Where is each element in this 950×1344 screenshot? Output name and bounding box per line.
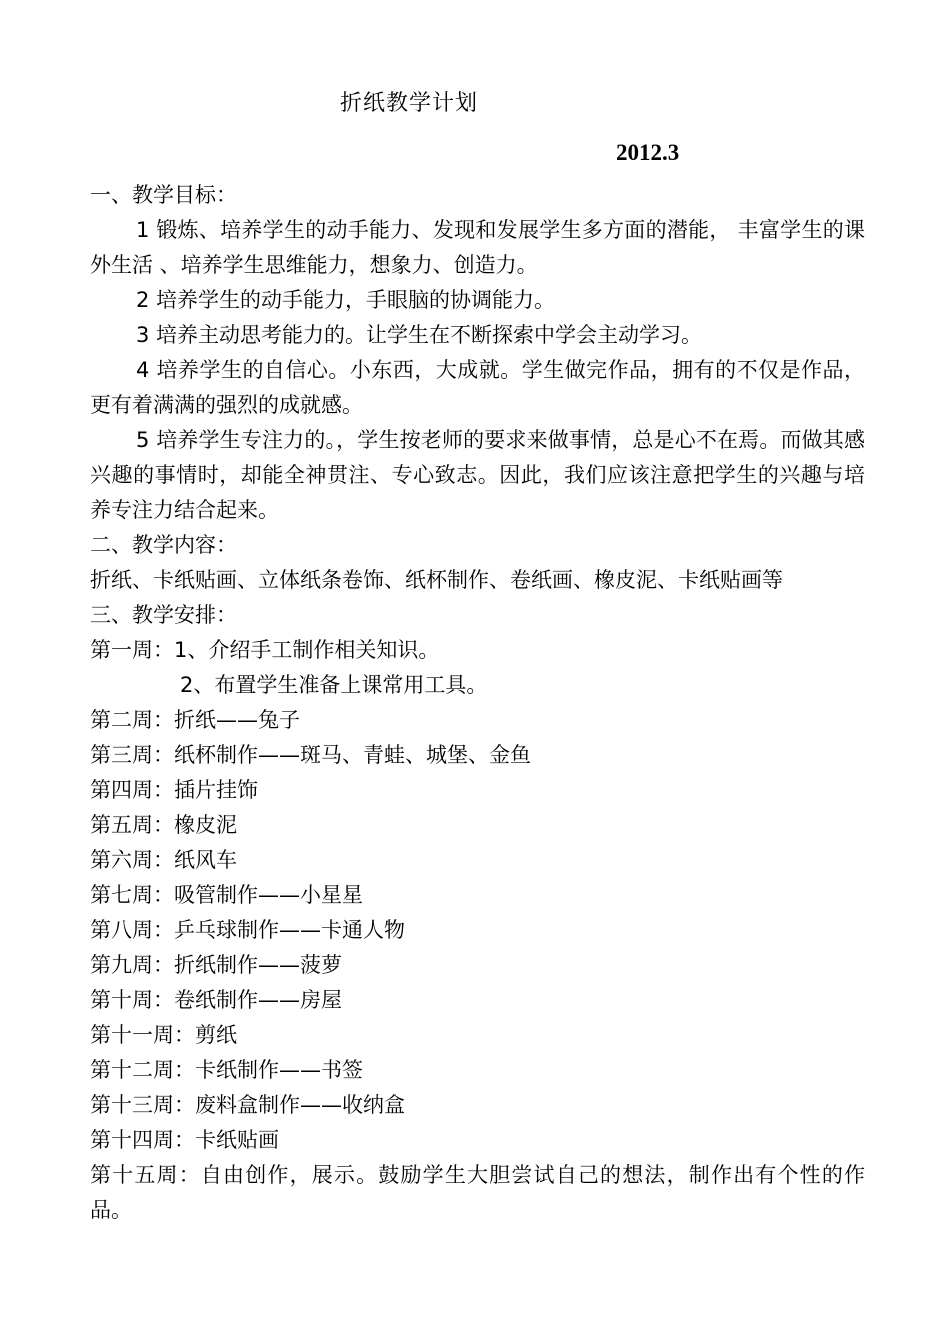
schedule-week-5: 第五周：橡皮泥 [90,813,237,837]
goal-item-2: 2 培养学生的动手能力，手眼脑的协调能力。 [136,288,556,312]
goal-item-3: 3 培养主动思考能力的。让学生在不断探索中学会主动学习。 [136,323,703,347]
document-title: 折纸教学计划 [340,91,479,116]
schedule-week-1: 第一周：1、介绍手工制作相关知识。 [90,638,440,662]
schedule-week-13: 第十三周：废料盒制作——收纳盒 [90,1093,405,1117]
schedule-week-9: 第九周：折纸制作——菠萝 [90,953,342,977]
schedule-week-7: 第七周：吸管制作——小星星 [90,883,363,907]
schedule-week-11: 第十一周：剪纸 [90,1023,237,1047]
document-body [90,178,865,1228]
schedule-week-3: 第三周：纸杯制作——斑马、青蛙、城堡、金鱼 [90,743,531,767]
goal-item-5: 5 培养学生专注力的。，学生按老师的要求来做事情，总是心不在焉。而做其感兴趣的事情时，却能全神贯注、专心致志。因此，我们应该注意把学生的兴趣与培养专注力结合起来。 [90,428,865,522]
schedule-week-4: 第四周：插片挂饰 [90,778,258,802]
section-heading-schedule: 三、教学安排： [90,603,237,627]
content-list: 折纸、卡纸贴画、立体纸条卷饰、纸杯制作、卷纸画、橡皮泥、卡纸贴画等 [90,568,783,592]
schedule-week-14: 第十四周：卡纸贴画 [90,1128,279,1152]
schedule-week-6: 第六周：纸风车 [90,848,237,872]
schedule-week-8: 第八周：乒乓球制作——卡通人物 [90,918,405,942]
schedule-week-15: 第十五周：自由创作，展示。鼓励学生大胆尝试自己的想法，制作出有个性的作品。 [90,1163,865,1222]
schedule-week-2: 第二周：折纸——兔子 [90,708,300,732]
goal-item-1: 1 锻炼、培养学生的动手能力、发现和发展学生多方面的潜能， 丰富学生的课外生活 、培养学生思维能力，想象力、创造力。 [90,218,865,277]
goal-item-4: 4 培养学生的自信心。小东西，大成就。学生做完作品，拥有的不仅是作品，更有着满满的强烈的成就感。 [90,358,865,417]
document-date: 2012.3 [616,140,680,165]
schedule-week-12: 第十二周：卡纸制作——书签 [90,1058,363,1082]
section-heading-content: 二、教学内容： [90,533,237,557]
schedule-week-10: 第十周：卷纸制作——房屋 [90,988,342,1012]
schedule-week-1-item-2: 2、布置学生准备上课常用工具。 [180,673,488,697]
section-heading-goals: 一、教学目标： [90,183,237,207]
